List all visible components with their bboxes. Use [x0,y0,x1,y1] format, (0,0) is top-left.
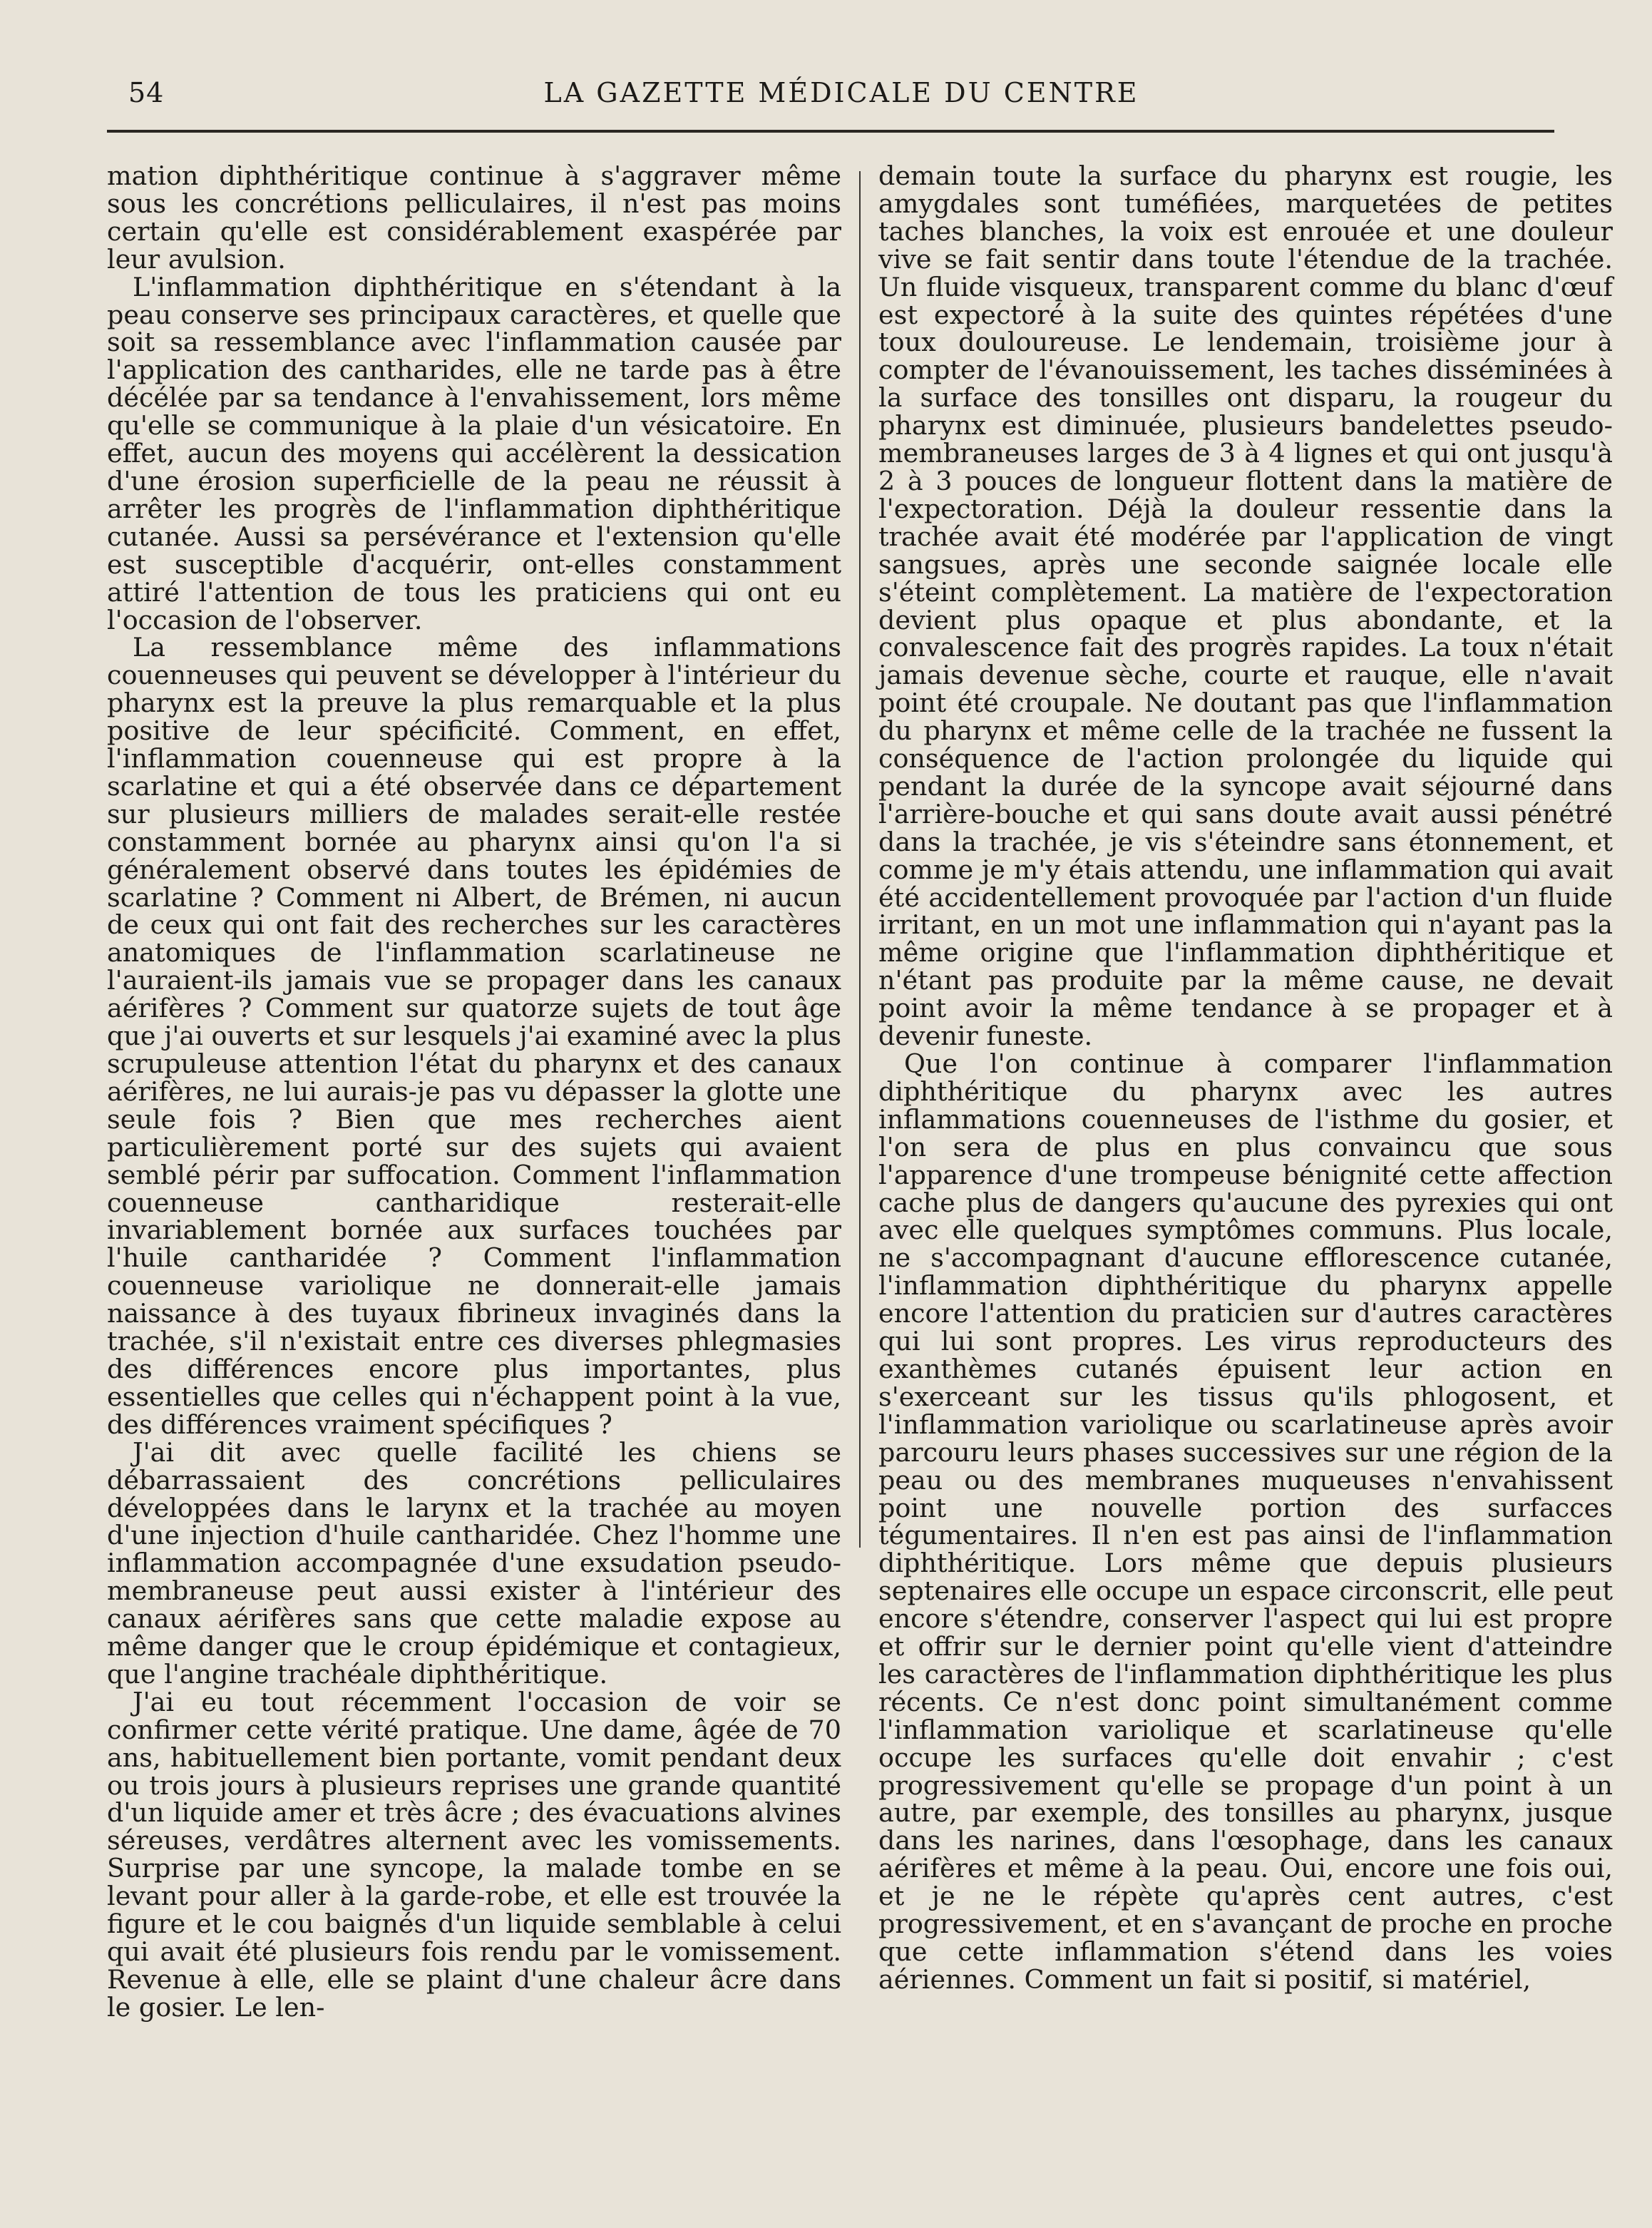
paragraph: J'ai eu tout récemment l'occasion de voir se confirmer cette vérité pratique. Une dame, âgée de 70 ans, habituellement bien portante, vomit pendant deux ou trois jours à plusieurs reprises une grande quantité d'un liquide amer et très âcre ; des évacuations alvines séreuses, verdâtres alternent avec les vomissements. Surprise par une syncope, la malade tombe en se levant pour aller à la garde-robe, et elle est trouvée la figure et le cou baignés d'un liquide semblable à celui qui avait été plusieurs fois rendu par le vomissement. Revenue à elle, elle se plaint d'une chaleur âcre dans le gosier. Le len- [107,1686,841,2023]
page-header [128,77,1554,120]
paragraph: L'inflammation diphthéritique en s'étendant à la peau conserve ses principaux caractères, et quelle que soit sa ressemblance avec l'inflammation causée par l'application des cantharides, elle ne tarde pas à être décélée par sa tendance à l'envahissement, lors même qu'elle se communique à la plaie d'un vésicatoire. En effet, aucun des moyens qui accélèrent la dessication d'une érosion superficielle de la peau ne réussit à arrêter les progrès de l'inflammation diphthéritique cutanée. Aussi sa persévérance et l'extension qu'elle est susceptible d'acquérir, ont-elles constamment attiré l'attention de tous les praticiens qui ont eu l'occasion de l'observer. [107,271,841,635]
page-number: 54 [128,77,165,108]
right-column [878,160,1613,2102]
running-title: LA GAZETTE MÉDICALE DU CENTRE [543,77,1139,108]
left-column [107,160,841,2102]
column-divider [859,171,861,1548]
header-rule [107,130,1554,133]
paragraph: La ressemblance même des inflammations couenneuses qui peuvent se développer à l'intérieur du pharynx est la preuve la plus remarquable et la plus positive de leur spécificité. Comment, en effet, l'inflammation couenneuse qui est propre à la scarlatine et qui a été observée dans ce département sur plusieurs milliers de malades serait-elle restée constamment bornée au pharynx ainsi qu'on l'a si généralement observé dans toutes les épidémies de scarlatine ? Comment ni Albert, de Brémen, ni aucun de ceux qui ont fait des recherches sur les caractères anatomiques de l'inflammation scarlatineuse ne l'auraient-ils jamais vue se propager dans les canaux aérifères ? Comment sur quatorze sujets de tout âge que j'ai ouverts et sur lesquels j'ai examiné avec la plus scrupuleuse attention l'état du pharynx et des canaux aérifères, ne lui aurais-je pas vu dépasser la glotte une seule fois ? Bien que mes recherches aient particulièrement porté sur des sujets qui avaient semblé périr par suffocation. Comment l'inflammation couenneuse cantharidique resterait-elle invariablement bornée aux surfaces touchées par l'huile cantharidée ? Comment l'inflammation couenneuse variolique ne donnerait-elle jamais naissance à des tuyaux fibrineux invaginés dans la trachée, s'il n'existait entre ces diverses phlegmasies des différences encore plus importantes, plus essentielles que celles qui n'échappent point à la vue, des différences vraiment spécifiques ? [107,632,841,1440]
paragraph: Que l'on continue à comparer l'inflammation diphthéritique du pharynx avec les autres inflammations couenneuses de l'isthme du gosier, et l'on sera de plus en plus convaincu que sous l'apparence d'une trompeuse bénignité cette affection cache plus de dangers qu'aucune des pyrexies qui ont avec elle quelques symptômes communs. Plus locale, ne s'accompagnant d'aucune efflorescence cutanée, l'inflammation diphthéritique du pharynx appelle encore l'attention du praticien sur d'autres caractères qui lui sont propres. Les virus reproducteurs des exanthèmes cutanés épuisent leur action en s'exerceant sur les tissus qu'ils phlogosent, et l'inflammation variolique ou scarlatineuse après avoir parcouru leurs phases successives sur une région de la peau ou des membranes muqueuses n'envahissent point une nouvelle portion des surfacces tégumentaires. Il n'en est pas ainsi de l'inflammation diphthéritique. Lors même que depuis plusieurs septenaires elle occupe un espace circonscrit, elle peut encore s'étendre, conserver l'aspect qui lui est propre et offrir sur le dernier point qu'elle vient d'atteindre les caractères de l'inflammation diphthéritique les plus récents. Ce n'est donc point simultanément comme l'inflammation variolique et scarlatineuse qu'elle occupe les surfaces qu'elle doit envahir ; c'est progressivement qu'elle se propage d'un point à un autre, par exemple, des tonsilles au pharynx, jusque dans les narines, dans l'œsophage, dans les canaux aérifères et même à la peau. Oui, encore une fois oui, et je ne le répète qu'après cent autres, c'est progressivement, et en s'avançant de proche en proche que cette inflammation s'étend dans les voies aériennes. Comment un fait si positif, si matériel, [878,1048,1613,1995]
paragraph: demain toute la surface du pharynx est rougie, les amygdales sont tuméfiées, marquetées de petites taches blanches, la voix est enrouée et une douleur vive se fait sentir dans toute l'étendue de la trachée. Un fluide visqueux, transparent comme du blanc d'œuf est expectoré à la suite des quintes répétées d'une toux douloureuse. Le lendemain, troisième jour à compter de l'évanouissement, les taches disséminées à la surface des tonsilles ont disparu, la rougeur du pharynx est diminuée, plusieurs bandelettes pseudo-membraneuses larges de 3 à 4 lignes et qui ont jusqu'à 2 à 3 pouces de longueur flottent dans la matière de l'expectoration. Déjà la douleur ressentie dans la trachée avait été modérée par l'application de vingt sangsues, après une seconde saignée locale elle s'éteint complètement. La matière de l'expectoration devient plus opaque et plus abondante, et la convalescence fait des progrès rapides. La toux n'était jamais devenue sèche, courte et rauque, elle n'avait point été croupale. Ne doutant pas que l'inflammation du pharynx et même celle de la trachée ne fussent la conséquence de l'action prolongée du liquide qui pendant la durée de la syncope avait séjourné dans l'arrière-bouche et qui sans doute avait aussi pénétré dans la trachée, je vis s'éteindre sans étonnement, et comme je m'y étais attendu, une inflammation qui avait été accidentellement provoquée par l'action d'un fluide irritant, en un mot une inflammation qui n'ayant pas la même origine que l'inflammation diphthéritique et n'étant pas produite par la même cause, ne devait point avoir la même tendance à se propager et à devenir funeste. [878,160,1613,1052]
paragraph: J'ai dit avec quelle facilité les chiens se débarrassaient des concrétions pelliculaires développées dans le larynx et la trachée au moyen d'une injection d'huile cantharidée. Chez l'homme une inflammation accompagnée d'une exsudation pseudo-membraneuse peut aussi exister à l'intérieur des canaux aérifères sans que cette maladie expose au même danger que le croup épidémique et contagieux, que l'angine trachéale diphthéritique. [107,1436,841,1690]
paragraph: mation diphthéritique continue à s'aggraver même sous les concrétions pelliculaires, il n'est pas moins certain qu'elle est considérablement exaspérée par leur avulsion. [107,160,841,275]
